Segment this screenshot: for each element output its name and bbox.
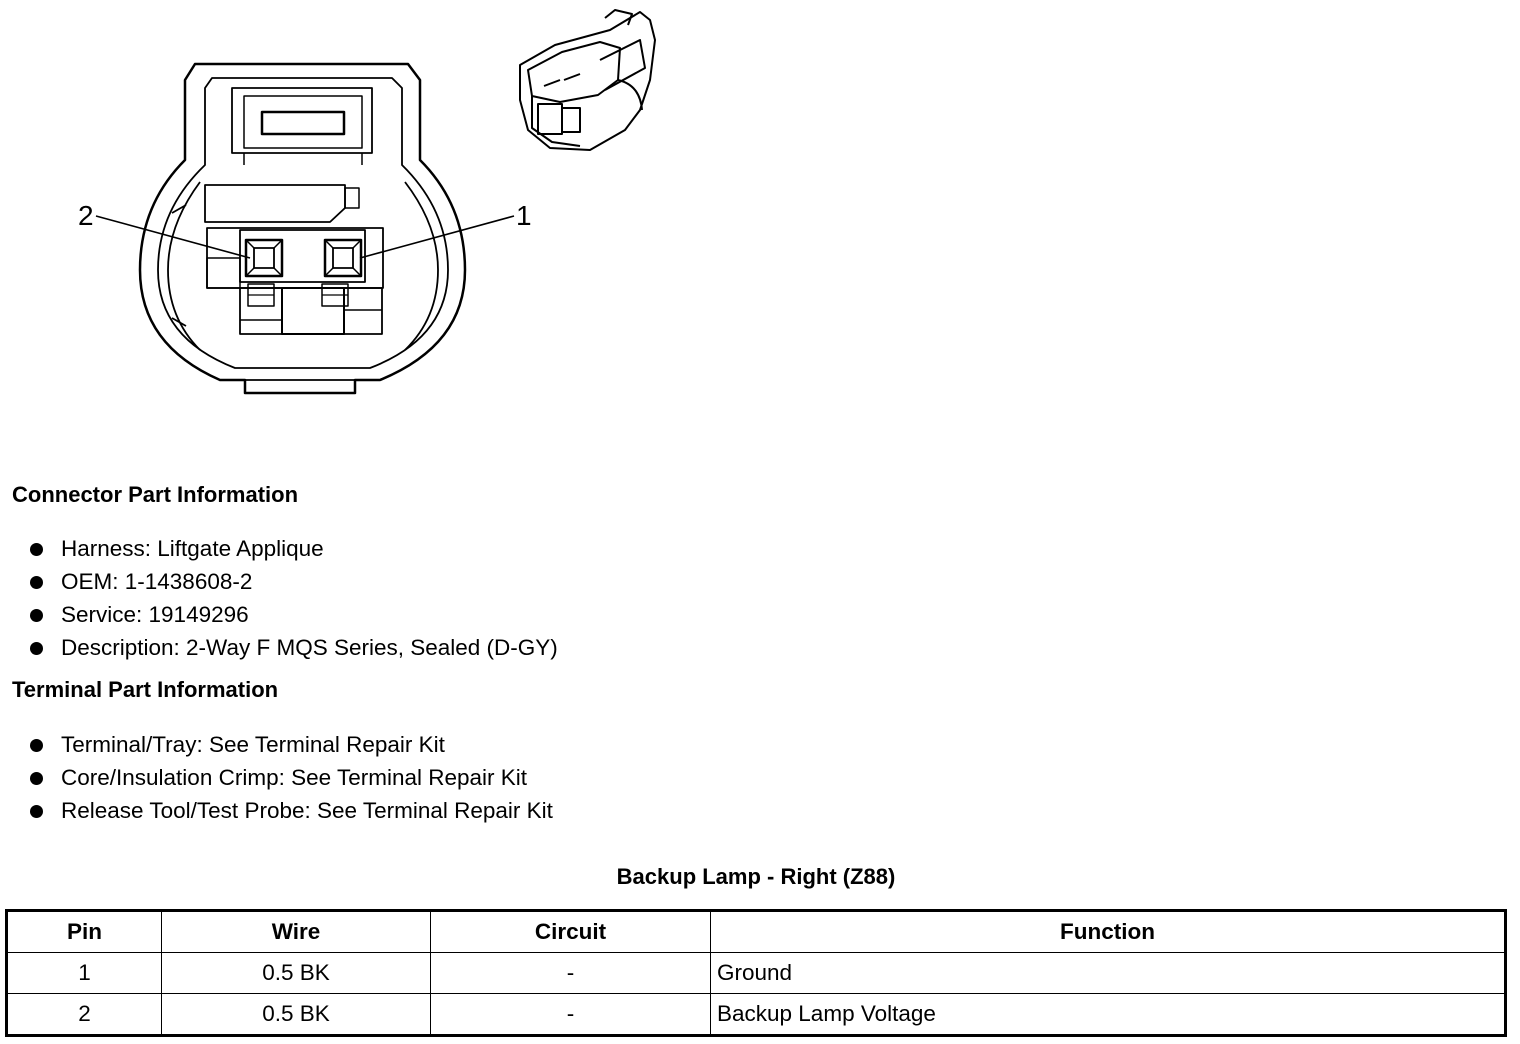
table-row xyxy=(7,994,1506,1036)
bullet-icon xyxy=(30,642,43,655)
cell-pin: 1 xyxy=(7,953,162,994)
connector-info-title: Connector Part Information xyxy=(12,482,299,507)
bullet-icon xyxy=(30,609,43,622)
connector-3d-illustration xyxy=(520,10,655,150)
bullet-icon xyxy=(30,576,43,589)
header-pin: Pin xyxy=(7,911,162,953)
pinout-table xyxy=(5,909,1507,1037)
connector-info-list xyxy=(30,532,558,664)
cell-wire: 0.5 BK xyxy=(162,953,431,994)
bullet-icon xyxy=(30,543,43,556)
callout-2-label: 2 xyxy=(78,200,94,231)
cell-function: Ground xyxy=(711,953,1506,994)
list-item: OEM: 1-1438608-2 xyxy=(30,565,558,598)
list-item: Description: 2-Way F MQS Series, Sealed (D-GY) xyxy=(30,631,558,664)
cell-wire: 0.5 BK xyxy=(162,994,431,1036)
list-item: Terminal/Tray: See Terminal Repair Kit xyxy=(30,728,553,761)
terminal-info-title: Terminal Part Information xyxy=(12,677,279,702)
cell-circuit: - xyxy=(431,953,711,994)
bullet-icon xyxy=(30,739,43,752)
callout-1-label: 1 xyxy=(516,200,532,231)
list-item: Service: 19149296 xyxy=(30,598,558,631)
bullet-icon xyxy=(30,805,43,818)
cell-pin: 2 xyxy=(7,994,162,1036)
terminal-info-list xyxy=(30,728,553,827)
header-function: Function xyxy=(711,911,1506,953)
header-wire: Wire xyxy=(162,911,431,953)
list-item: Harness: Liftgate Applique xyxy=(30,532,558,565)
cell-function: Backup Lamp Voltage xyxy=(711,994,1506,1036)
bullet-icon xyxy=(30,772,43,785)
connector-face-diagram xyxy=(0,0,700,420)
list-item: Core/Insulation Crimp: See Terminal Repair Kit xyxy=(30,761,553,794)
table-row xyxy=(7,953,1506,994)
table-title: Backup Lamp - Right (Z88) xyxy=(616,864,896,889)
table-header-row xyxy=(7,911,1506,953)
header-circuit: Circuit xyxy=(431,911,711,953)
cell-circuit: - xyxy=(431,994,711,1036)
list-item: Release Tool/Test Probe: See Terminal Repair Kit xyxy=(30,794,553,827)
